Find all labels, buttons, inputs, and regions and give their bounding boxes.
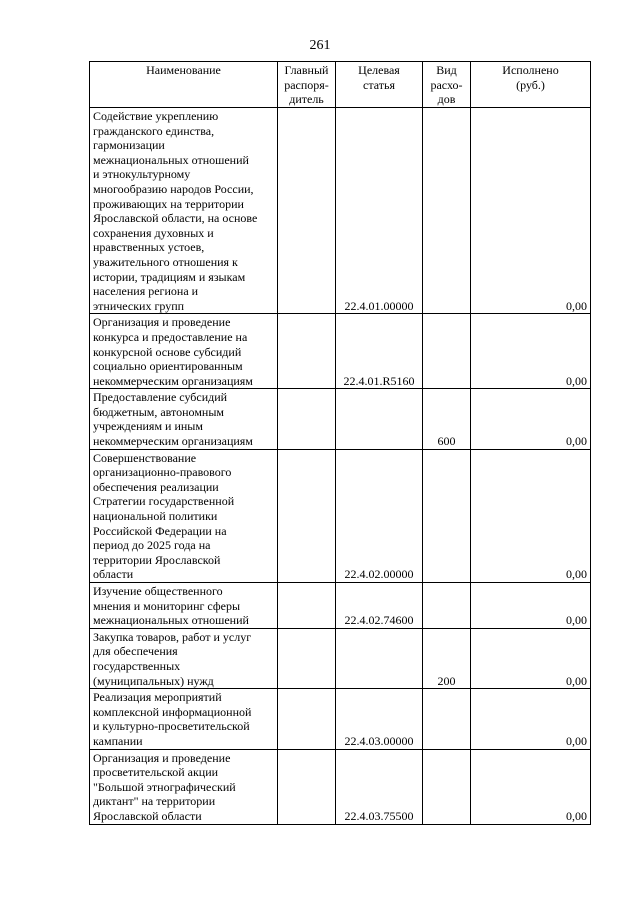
cell-executed: 0,00 — [471, 628, 591, 688]
name-line: обеспечения реализации — [93, 479, 219, 494]
name-line: Совершенствование — [93, 450, 197, 465]
cell-target: 22.4.03.75500 — [336, 749, 423, 824]
cell-executed: 0,00 — [471, 749, 591, 824]
table-row — [90, 628, 591, 688]
name-line: уважительного отношения к — [93, 254, 238, 269]
cell-target: 22.4.01.R5160 — [336, 314, 423, 389]
name-line: мнения и мониторинг сферы — [93, 598, 241, 613]
table-row — [90, 749, 591, 824]
name-line: Организация и проведение — [93, 750, 231, 765]
name-line: (муниципальных) нужд — [93, 673, 214, 688]
name-line: Изучение общественного — [93, 584, 223, 598]
name-line: период до 2025 года на — [93, 538, 211, 553]
name-line: бюджетным, автономным — [93, 404, 224, 419]
name-line: гармонизации — [93, 138, 165, 153]
name-line: Организация и проведение — [93, 315, 231, 330]
name-line: межнациональных отношений — [93, 152, 249, 167]
cell-name — [90, 449, 278, 582]
name-line: просветительской акции — [93, 765, 219, 780]
cell-name — [90, 689, 278, 749]
header-target: Целевая статья — [336, 62, 423, 108]
name-line: Содействие укреплению — [93, 109, 219, 123]
name-line: социально ориентированным — [93, 359, 243, 374]
table-row — [90, 449, 591, 582]
cell-executed: 0,00 — [471, 314, 591, 389]
table-row — [90, 389, 591, 449]
name-line: и культурно-просветительской — [93, 719, 250, 734]
name-line: для обеспечения — [93, 644, 178, 659]
name-line: межнациональных отношений — [93, 613, 249, 628]
name-line: этнических групп — [93, 298, 185, 313]
name-line: конкурсной основе субсидий — [93, 344, 242, 359]
cell-name — [90, 628, 278, 688]
table-row — [90, 314, 591, 389]
cell-kind: 200 — [423, 628, 471, 688]
name-line: комплексной информационной — [93, 704, 252, 719]
name-line: и этнокультурному — [93, 167, 191, 182]
cell-kind — [423, 314, 471, 389]
table-body — [90, 108, 591, 825]
cell-administrator — [278, 389, 336, 449]
cell-administrator — [278, 628, 336, 688]
cell-name — [90, 314, 278, 389]
table-row — [90, 583, 591, 629]
page-number: 261 — [309, 38, 331, 53]
header-executed: Исполнено (руб.) — [471, 62, 591, 108]
name-line: Предоставление субсидий — [93, 390, 228, 405]
cell-target: 22.4.01.00000 — [336, 108, 423, 314]
cell-kind — [423, 749, 471, 824]
name-line: Ярославской области — [93, 808, 202, 823]
name-line: конкурса и предоставление на — [93, 329, 248, 344]
name-line: некоммерческим организациям — [93, 434, 253, 449]
name-line: Стратегии государственной — [93, 494, 235, 509]
header-kind: Вид расхо- дов — [423, 62, 471, 108]
cell-administrator — [278, 314, 336, 389]
name-line: организационно-правового — [93, 465, 232, 480]
table-row — [90, 108, 591, 314]
name-line: территории Ярославской — [93, 552, 221, 567]
cell-target — [336, 628, 423, 688]
cell-kind — [423, 108, 471, 314]
name-line: "Большой этнографический — [93, 779, 236, 794]
name-line: сохранения духовных и — [93, 225, 214, 240]
name-line: проживающих на территории — [93, 196, 244, 211]
name-line: Ярославской области, на основе — [93, 211, 258, 226]
cell-name — [90, 389, 278, 449]
table-header-row — [90, 62, 591, 108]
cell-administrator — [278, 583, 336, 629]
table-row — [90, 689, 591, 749]
cell-kind: 600 — [423, 389, 471, 449]
name-line: кампании — [93, 733, 143, 748]
name-line: учреждениям и иным — [93, 419, 203, 434]
cell-executed: 0,00 — [471, 389, 591, 449]
name-line: многообразию народов России, — [93, 181, 254, 196]
cell-executed: 0,00 — [471, 689, 591, 749]
name-line: Реализация мероприятий — [93, 690, 222, 705]
name-line: государственных — [93, 658, 181, 673]
cell-name — [90, 749, 278, 824]
cell-administrator — [278, 449, 336, 582]
cell-executed: 0,00 — [471, 583, 591, 629]
name-line: истории, традициям и языкам — [93, 269, 246, 284]
name-line: диктант" на территории — [93, 794, 216, 809]
cell-target — [336, 389, 423, 449]
name-line: Закупка товаров, работ и услуг — [93, 629, 252, 644]
header-name: Наименование — [90, 62, 278, 108]
budget-execution-table — [89, 61, 591, 825]
cell-administrator — [278, 108, 336, 314]
name-line: Российской Федерации на — [93, 523, 227, 538]
cell-kind — [423, 583, 471, 629]
cell-administrator — [278, 749, 336, 824]
name-line: национальной политики — [93, 509, 218, 524]
cell-name — [90, 583, 278, 629]
cell-kind — [423, 689, 471, 749]
cell-kind — [423, 449, 471, 582]
cell-name — [90, 108, 278, 314]
name-line: нравственных устоев, — [93, 240, 205, 255]
cell-target: 22.4.03.00000 — [336, 689, 423, 749]
cell-executed: 0,00 — [471, 449, 591, 582]
cell-target: 22.4.02.74600 — [336, 583, 423, 629]
cell-administrator — [278, 689, 336, 749]
header-administrator: Главный распоря- дитель — [278, 62, 336, 108]
cell-executed: 0,00 — [471, 108, 591, 314]
cell-target: 22.4.02.00000 — [336, 449, 423, 582]
name-line: населения региона и — [93, 284, 199, 299]
name-line: некоммерческим организациям — [93, 373, 253, 388]
name-line: области — [93, 567, 134, 582]
name-line: гражданского единства, — [93, 123, 215, 138]
